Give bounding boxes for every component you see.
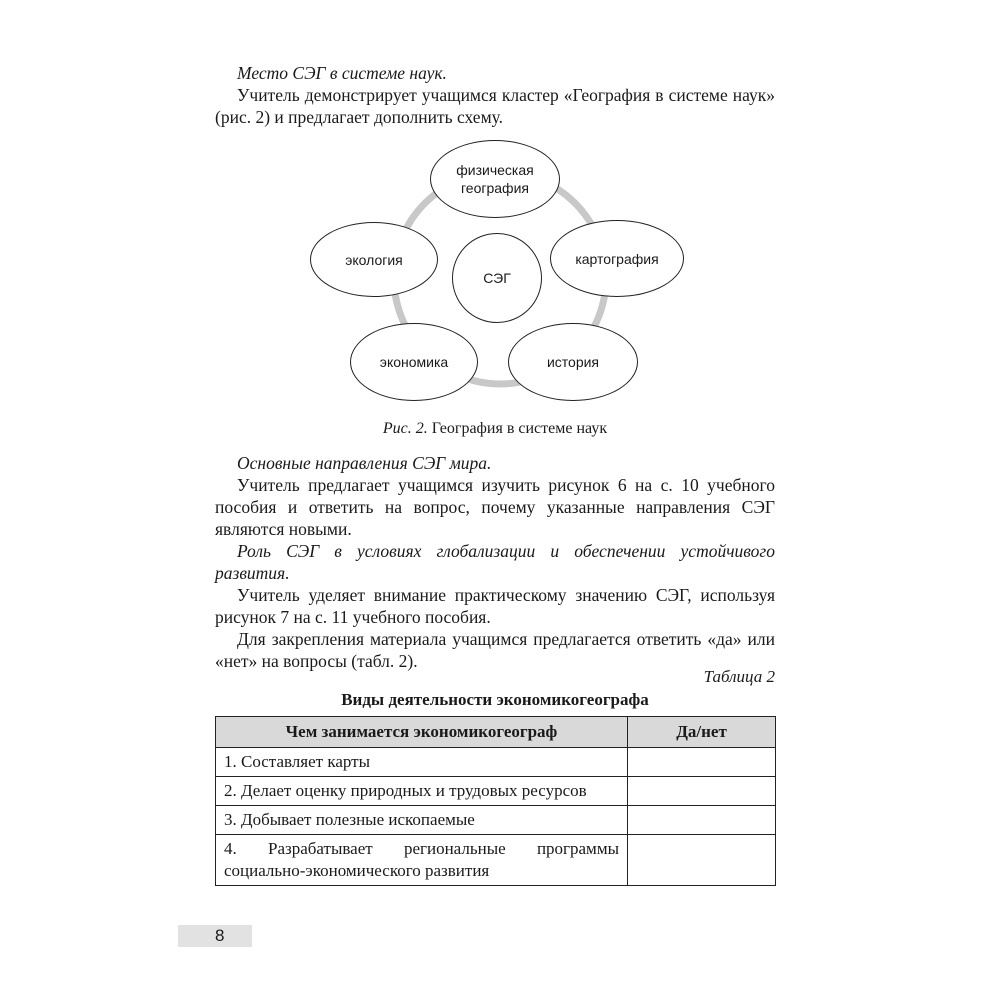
node-history <box>508 323 638 401</box>
paragraph: Для закрепления материала учащимся предлагается ответить «да» или «нет» на вопросы (табл. 2). <box>215 629 775 671</box>
table-cell: 4. Разрабатывает региональные программы социально-экономического развития <box>216 835 628 886</box>
figure-caption <box>215 420 775 438</box>
table-row <box>216 835 776 886</box>
section-directions <box>215 452 775 672</box>
activities-table <box>215 716 776 886</box>
node-ecology <box>310 222 438 297</box>
section-place <box>215 62 775 128</box>
caption-text: География в системе наук <box>427 420 608 437</box>
node-label: экология <box>345 251 403 268</box>
paragraph: Учитель предлагает учащимся изучить рисунок 6 на с. 10 учебного пособия и ответить на вопрос, почему указанные направления СЭГ являются новыми. <box>215 475 775 539</box>
node-label: СЭГ <box>483 270 511 286</box>
table-title: Виды деятельности экономикогеографа <box>341 690 649 709</box>
page-number: 8 <box>215 926 225 945</box>
node-label: физическая <box>456 162 534 178</box>
node-center-seg <box>452 233 542 323</box>
table-cell: 2. Делает оценку природных и трудовых ресурсов <box>216 777 628 806</box>
paragraph: Учитель демонстрирует учащимся кластер «География в системе наук» (рис. 2) и предлагает дополнить схему. <box>215 85 775 127</box>
node-label: география <box>461 180 529 196</box>
table-row <box>216 777 776 806</box>
section-heading: Основные направления СЭГ мира. <box>237 453 492 473</box>
table-row <box>216 748 776 777</box>
section-heading: Роль СЭГ в условиях глобализации и обеспечении устойчивого развития. <box>215 541 775 583</box>
node-cartography <box>550 220 684 297</box>
node-label: история <box>546 354 600 370</box>
paragraph: Учитель уделяет внимание практическому значению СЭГ, используя рисунок 7 на с. 11 учебного пособия. <box>215 585 775 627</box>
answer-cell <box>628 806 776 835</box>
table-cell: 3. Добывает полезные ископаемые <box>216 806 628 835</box>
node-economics <box>350 323 478 401</box>
cluster-diagram <box>290 140 710 400</box>
answer-cell <box>628 777 776 806</box>
node-label: картография <box>575 250 659 267</box>
table-header: Чем занимается экономикогеограф <box>216 717 628 748</box>
section-heading: Место СЭГ в системе наук. <box>237 63 447 83</box>
table-row <box>216 806 776 835</box>
node-physical-geography <box>430 140 560 218</box>
table-header: Да/нет <box>628 717 776 748</box>
table-cell: 1. Составляет карты <box>216 748 628 777</box>
caption-prefix: Рис. 2. <box>382 420 428 437</box>
answer-cell <box>628 835 776 886</box>
answer-cell <box>628 748 776 777</box>
table-label: Таблица 2 <box>703 667 775 686</box>
node-label: экономика <box>379 354 449 370</box>
table-header-row <box>216 717 776 748</box>
